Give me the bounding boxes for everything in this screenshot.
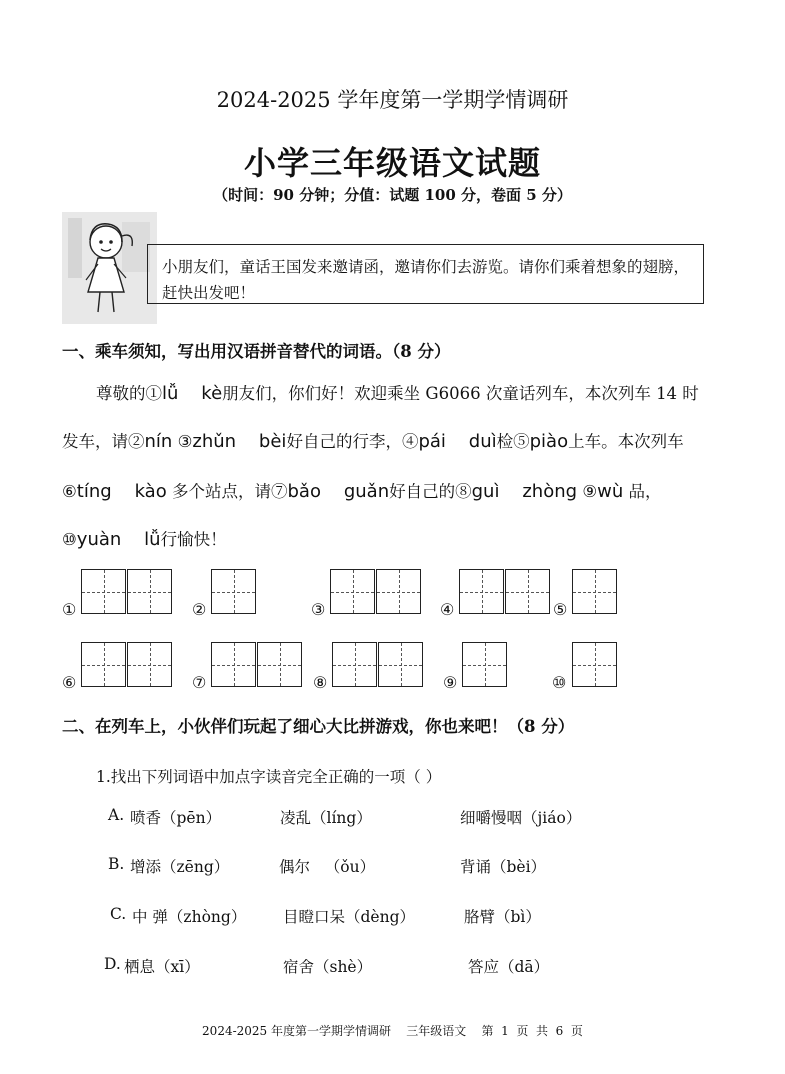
section2-title: 二、在列车上，小伙伴们玩起了细心大比拼游戏，你也来吧！（8 分）: [62, 717, 575, 736]
pinyin: lǚ kè: [162, 383, 223, 404]
tianzige-cell[interactable]: [127, 642, 172, 687]
tianzige-cell[interactable]: [572, 642, 617, 687]
option-word: 偶尔 （ǒu）: [279, 858, 376, 876]
option-word: 增添（zēng）: [130, 858, 230, 876]
question-1: 1.找出下列词语中加点字读音完全正确的一项（ ）: [96, 768, 442, 786]
option-label: C.: [110, 905, 127, 923]
text-segment: 朋友们，你们好！欢迎乘坐 G6066 次童话列车，本次列车 14 时: [222, 384, 699, 403]
option-word: 胳臂（bì）: [464, 908, 541, 926]
pinyin: zhǔn bèi: [192, 431, 287, 452]
option-word: 喷香（pēn）: [130, 809, 222, 827]
option-word: 凌乱（líng）: [280, 809, 372, 827]
tianzige-cell[interactable]: [378, 642, 423, 687]
option-word: 栖息（xī）: [124, 958, 200, 976]
grid-number: ⑤: [553, 600, 568, 619]
option-word: 宿舍（shè）: [283, 958, 373, 976]
tianzige-cell[interactable]: [81, 569, 126, 614]
grid-number: ⑦: [192, 673, 207, 692]
grid-number: ③: [311, 600, 326, 619]
tianzige-cell[interactable]: [459, 569, 504, 614]
pinyin: piào: [529, 431, 569, 452]
text-segment: 好自己的⑧: [389, 482, 472, 501]
page-footer: 2024-2025 年度第一学期学情调研 三年级语文 第 1 页 共 6 页: [202, 1024, 583, 1038]
text-segment: ⑩: [62, 530, 77, 549]
pinyin: tíng kào: [76, 481, 167, 502]
grid-number: ⑧: [313, 673, 328, 692]
tianzige-cell[interactable]: [332, 642, 377, 687]
pinyin: yuàn lǚ: [76, 529, 161, 550]
text-segment: ⑨: [582, 482, 598, 501]
tianzige-cell[interactable]: [505, 569, 550, 614]
pinyin: pái duì: [418, 431, 497, 452]
text-segment: 多个站点，请⑦: [171, 482, 288, 501]
intro-box: 小朋友们，童话王国发来邀请函，邀请你们去游览。请你们乘着想象的翅膀，赶快出发吧！: [147, 244, 704, 304]
tianzige-cell[interactable]: [257, 642, 302, 687]
text-segment: 行愉快！: [160, 530, 227, 549]
pinyin: bǎo guǎn: [287, 481, 390, 502]
grid-number: ④: [440, 600, 455, 619]
text-segment: ⑥: [62, 482, 77, 501]
passage-line-2: [62, 428, 684, 452]
text-segment: 好自己的行李，④: [286, 432, 419, 451]
tianzige-cell[interactable]: [211, 569, 256, 614]
grid-number: ⑩: [552, 673, 567, 692]
exam-subtitle: （时间：90 分钟；分值：试题 100 分，卷面 5 分）: [213, 186, 572, 204]
grid-number: ②: [192, 600, 207, 619]
tianzige-cell[interactable]: [462, 642, 507, 687]
grid-number: ⑥: [62, 673, 77, 692]
option-word: 细嚼慢咽（jiáo）: [460, 809, 582, 827]
tianzige-cell[interactable]: [330, 569, 375, 614]
option-word: 背诵（bèi）: [460, 858, 547, 876]
option-word: 中 弹（zhòng）: [132, 908, 247, 926]
tianzige-cell[interactable]: [81, 642, 126, 687]
grid-number: ⑨: [443, 673, 458, 692]
passage-line-1: [96, 380, 699, 404]
passage-line-4: [62, 526, 227, 550]
tianzige-cell[interactable]: [376, 569, 421, 614]
exam-title: 小学三年级语文试题: [243, 144, 541, 182]
text-segment: ③: [177, 432, 193, 451]
option-word: 答应（dā）: [468, 958, 550, 976]
tianzige-cell[interactable]: [572, 569, 617, 614]
tianzige-cell[interactable]: [127, 569, 172, 614]
exam-header: 2024-2025 学年度第一学期学情调研: [216, 88, 569, 112]
text-segment: 上车。本次列车: [568, 432, 684, 451]
text-segment: 品，: [628, 482, 662, 501]
pinyin: nín: [144, 431, 173, 452]
text-segment: 检⑤: [496, 432, 530, 451]
girl-illustration: [62, 212, 157, 324]
section1-title: 一、乘车须知，写出用汉语拼音替代的词语。（8 分）: [62, 342, 451, 361]
text-segment: 尊敬的①: [96, 384, 162, 403]
pinyin: wù: [597, 481, 624, 502]
passage-line-3: [62, 478, 662, 502]
pinyin: guì zhòng: [471, 481, 578, 502]
tianzige-cell[interactable]: [211, 642, 256, 687]
text-segment: 发车，请②: [62, 432, 145, 451]
grid-number: ①: [62, 600, 77, 619]
option-word: 目瞪口呆（dèng）: [283, 908, 416, 926]
option-label: B.: [108, 855, 125, 873]
option-label: D.: [104, 955, 121, 973]
option-label: A.: [108, 806, 125, 824]
